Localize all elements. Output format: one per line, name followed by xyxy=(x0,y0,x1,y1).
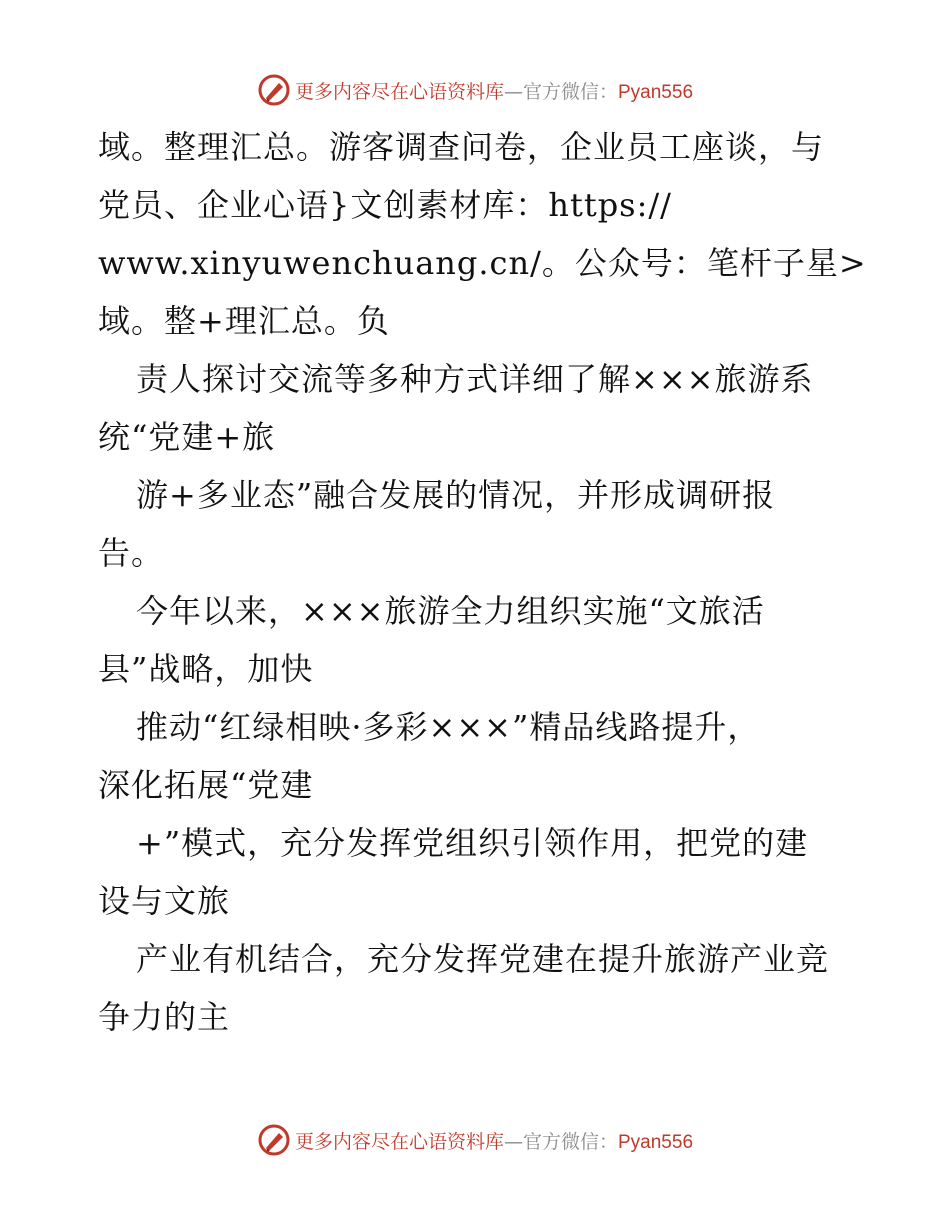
text-line-16: 争力的主 xyxy=(98,998,231,1036)
watermark-main: 更多内容尽在心语资料库 xyxy=(294,1130,504,1153)
watermark-text xyxy=(295,77,693,104)
text-line-2: 党员、企业心语}文创素材库：https:// xyxy=(98,186,672,224)
text-line-1: 域。整理汇总。游客调查问卷，企业员工座谈，与 xyxy=(98,128,825,166)
watermark-main: 更多内容尽在心语资料库 xyxy=(294,80,504,103)
text-line-7: 游+多业态”融合发展的情况，并形成调研报 xyxy=(136,476,776,514)
text-line-4: 域。整+理汇总。负 xyxy=(98,302,390,340)
watermark-dash: — xyxy=(503,1130,523,1153)
text-line-8: 告。 xyxy=(98,534,165,572)
text-line-15: 产业有机结合，充分发挥党建在提升旅游产业竞 xyxy=(136,940,830,978)
header-watermark xyxy=(0,70,950,110)
text-line-10: 县”战略，加快 xyxy=(98,650,314,688)
text-line-12: 深化拓展“党建 xyxy=(98,766,314,804)
text-line-11: 推动“红绿相映·多彩×××”精品线路提升， xyxy=(136,708,761,746)
pen-logo-icon xyxy=(257,1123,291,1157)
text-line-13: +”模式，充分发挥党组织引领作用，把党的建 xyxy=(136,824,809,862)
watermark-wechat-label: 官方微信： xyxy=(522,1130,618,1153)
text-line-9: 今年以来，×××旅游全力组织实施“文旅活 xyxy=(136,592,765,630)
watermark-wechat-id: Pyan556 xyxy=(618,81,694,103)
text-line-6: 统“党建+旅 xyxy=(98,418,276,456)
text-line-3: www.xinyuwenchuang.cn/。公众号：笔杆子星> xyxy=(98,244,867,282)
text-line-5: 责人探讨交流等多种方式详细了解×××旅游系 xyxy=(136,360,814,398)
watermark-text xyxy=(295,1127,693,1154)
watermark-dash: — xyxy=(503,80,523,103)
footer-watermark xyxy=(0,1120,950,1160)
text-line-14: 设与文旅 xyxy=(98,882,231,920)
watermark-wechat-id: Pyan556 xyxy=(618,1131,694,1153)
document-body xyxy=(98,118,867,1046)
pen-logo-icon xyxy=(257,73,291,107)
watermark-wechat-label: 官方微信： xyxy=(522,80,618,103)
